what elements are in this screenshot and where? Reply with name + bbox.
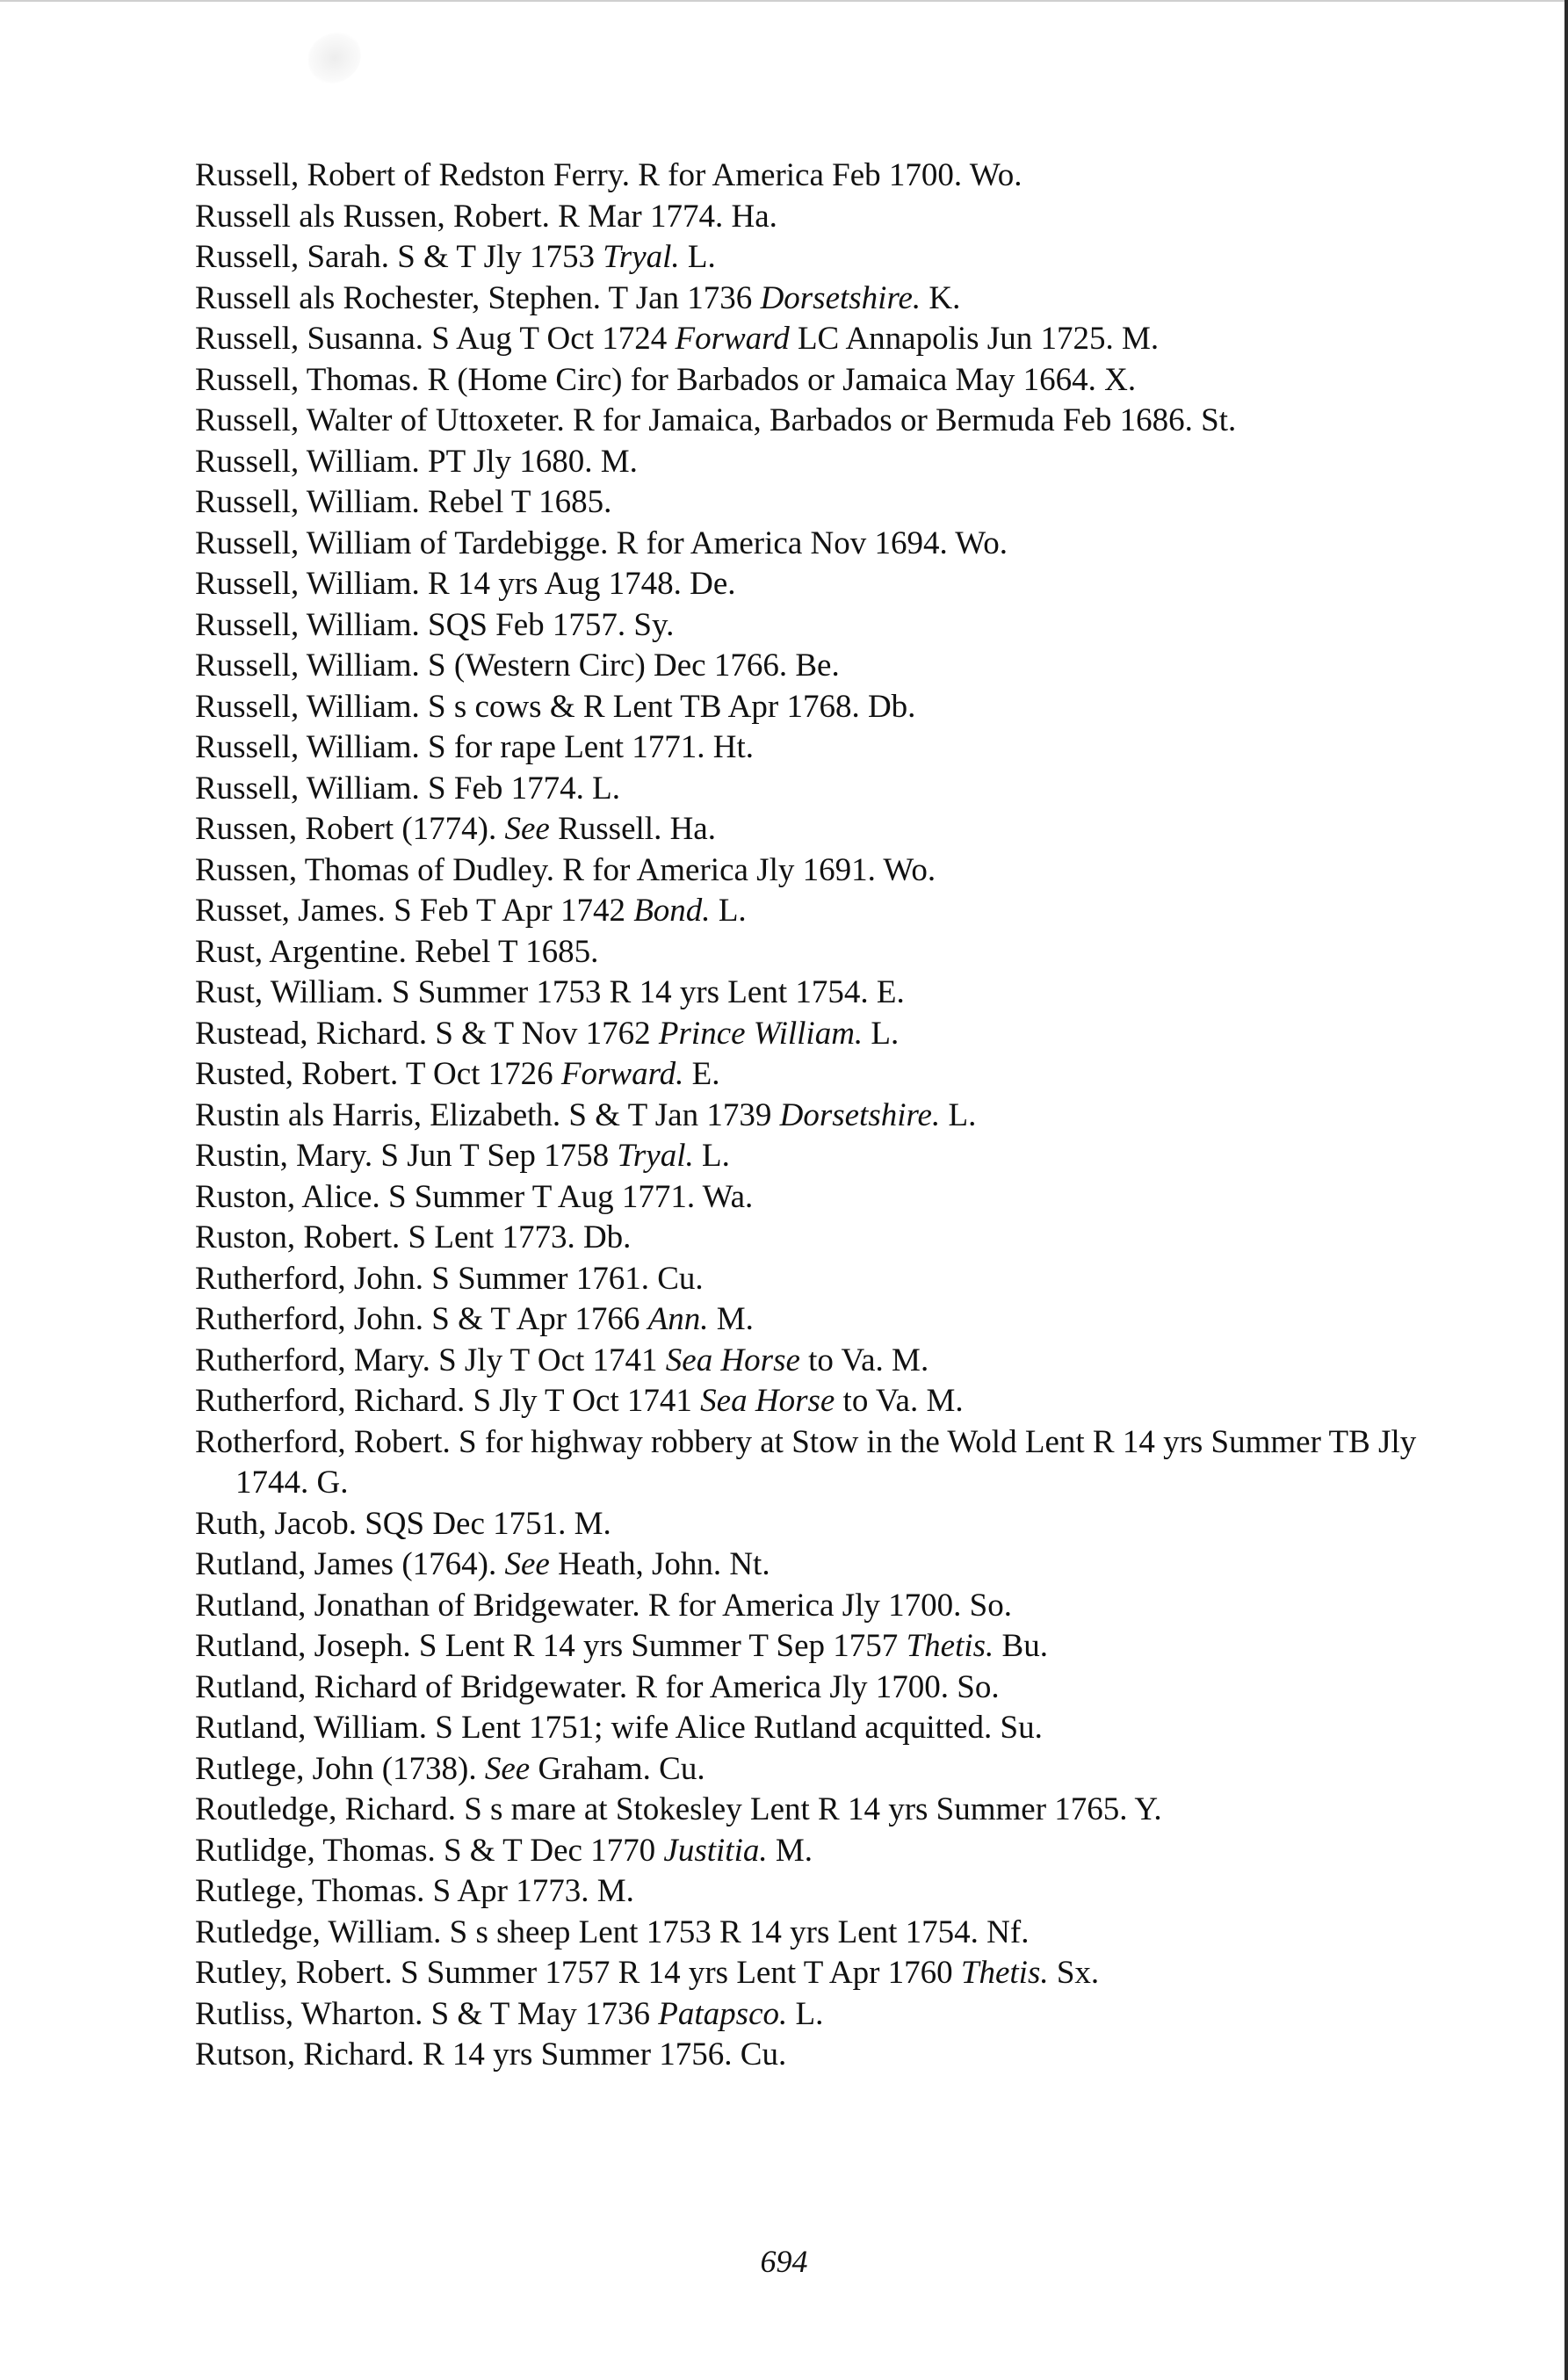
entry-text: L. — [787, 1995, 824, 2032]
italic-text: Tryal. — [617, 1138, 694, 1174]
list-item — [195, 932, 1460, 973]
list-item — [195, 1831, 1460, 1872]
page-number: 694 — [760, 2244, 808, 2279]
list-item — [195, 1299, 1460, 1341]
entry-text: Russell als Rochester, Stephen. T Jan 1736 — [195, 279, 761, 316]
entry-text: Rust, William. S Summer 1753 R 14 yrs Lent 1754. E. — [195, 974, 905, 1010]
entry-text: Russell, Susanna. S Aug T Oct 1724 — [195, 321, 676, 357]
italic-text: Forward. — [560, 1056, 684, 1092]
list-item — [195, 1014, 1460, 1055]
entry-text: L. — [710, 893, 747, 929]
entry-text: Rusted, Robert. T Oct 1726 — [195, 1056, 561, 1092]
list-item — [195, 1586, 1460, 1627]
entry-text: Russell, William. S for rape Lent 1771. Ht. — [195, 729, 754, 765]
entry-text: E. — [683, 1056, 720, 1092]
entry-text: Rustead, Richard. S & T Nov 1762 — [195, 1015, 659, 1052]
list-item — [195, 1341, 1460, 1382]
page-smudge-mark — [300, 25, 368, 90]
entry-text: Rutlege, Thomas. S Apr 1773. M. — [195, 1873, 634, 1909]
entry-text: K. — [921, 279, 961, 316]
list-item — [195, 850, 1460, 892]
entry-text: Bu. — [994, 1628, 1048, 1664]
italic-text: Justitia. — [663, 1832, 768, 1869]
list-item — [195, 973, 1460, 1014]
entry-text: Rutley, Robert. S Summer 1757 R 14 yrs Lent T Apr 1760 — [195, 1955, 961, 1991]
list-item — [195, 1136, 1460, 1177]
entry-text: L. — [693, 1138, 730, 1174]
list-item — [195, 524, 1460, 565]
entry-text: Russell, William. Rebel T 1685. — [195, 484, 612, 520]
list-item — [195, 1054, 1460, 1096]
list-item — [195, 360, 1460, 401]
list-item — [195, 1790, 1460, 1831]
entry-text: Sx. — [1048, 1955, 1100, 1991]
entry-text: Russell, William. R 14 yrs Aug 1748. De. — [195, 566, 736, 602]
entry-text: Routledge, Richard. S s mare at Stokesley Lent R 14 yrs Summer 1765. Y. — [195, 1791, 1162, 1827]
entry-text: Rutland, William. S Lent 1751; wife Alice Rutland acquitted. Su. — [195, 1710, 1043, 1746]
list-item — [195, 891, 1460, 932]
entry-text: LC Annapolis Jun 1725. M. — [789, 321, 1160, 357]
entry-text: M. — [767, 1832, 813, 1869]
list-item — [195, 1667, 1460, 1709]
entry-text: Rutland, James (1764). — [195, 1546, 505, 1582]
list-item — [195, 482, 1460, 524]
list-item — [195, 1504, 1460, 1545]
page-right-edge — [1564, 0, 1568, 2380]
italic-text: Thetis. — [960, 1955, 1049, 1991]
entry-text: Rutson, Richard. R 14 yrs Summer 1756. Cu. — [195, 2036, 787, 2073]
entry-text: Russet, James. S Feb T Apr 1742 — [195, 893, 634, 929]
list-item — [195, 1953, 1460, 1994]
list-item — [195, 279, 1460, 320]
list-item — [195, 197, 1460, 238]
entry-text: L. — [679, 239, 716, 275]
entry-text: Rustin, Mary. S Jun T Sep 1758 — [195, 1138, 618, 1174]
entry-text: Russell, Sarah. S & T Jly 1753 — [195, 239, 603, 275]
list-item — [195, 1422, 1460, 1504]
entry-text: Rotherford, Robert. S for highway robbery at Stow in the Wold Lent R 14 yrs Summer TB Jly 1744. G. — [195, 1423, 1417, 1501]
entry-text: Rutherford, John. S Summer 1761. Cu. — [195, 1260, 704, 1297]
italic-text: Patapsco. — [658, 1995, 788, 2032]
list-item — [195, 809, 1460, 850]
list-item — [195, 1177, 1460, 1219]
entry-text: Russell, Thomas. R (Home Circ) for Barbados or Jamaica May 1664. X. — [195, 361, 1137, 398]
entry-text: Russell, William. SQS Feb 1757. Sy. — [195, 606, 675, 643]
italic-text: Sea Horse — [665, 1342, 800, 1378]
entry-text: Rutliss, Wharton. S & T May 1736 — [195, 1995, 659, 2032]
italic-text: Thetis. — [906, 1628, 994, 1664]
list-item — [195, 1259, 1460, 1300]
entry-text: L. — [863, 1015, 900, 1052]
entry-text: Rutlidge, Thomas. S & T Dec 1770 — [195, 1832, 664, 1869]
italic-text: Forward — [675, 321, 790, 357]
entry-text: Ruston, Robert. S Lent 1773. Db. — [195, 1219, 632, 1255]
entry-text: L. — [940, 1096, 977, 1133]
entry-text: Graham. Cu. — [530, 1750, 705, 1787]
italic-text: Dorsetshire. — [760, 279, 921, 316]
list-item — [195, 564, 1460, 605]
entry-text: Rutledge, William. S s sheep Lent 1753 R 14 yrs Lent 1754. Nf. — [195, 1913, 1030, 1950]
list-item — [195, 646, 1460, 687]
entry-text: Russell, William of Tardebigge. R for America Nov 1694. Wo. — [195, 524, 1008, 561]
entry-text: Rutland, Jonathan of Bridgewater. R for America Jly 1700. So. — [195, 1587, 1012, 1624]
italic-text: See — [504, 1546, 550, 1582]
entry-text: Russell, William. S Feb 1774. L. — [195, 770, 620, 807]
list-item — [195, 1544, 1460, 1586]
entry-text: Russell, Robert of Redston Ferry. R for America Feb 1700. Wo. — [195, 157, 1022, 193]
list-item — [195, 1994, 1460, 2036]
entry-text: Rutherford, Richard. S Jly T Oct 1741 — [195, 1383, 701, 1419]
italic-text: Dorsetshire. — [779, 1096, 941, 1133]
entry-text: to Va. M. — [835, 1383, 964, 1419]
entry-text: Heath, John. Nt. — [549, 1546, 770, 1582]
italic-text: See — [484, 1750, 531, 1787]
list-item — [195, 1708, 1460, 1749]
list-item — [195, 1218, 1460, 1259]
entry-text: Russen, Thomas of Dudley. R for America Jly 1691. Wo. — [195, 851, 936, 888]
entry-text: Ruston, Alice. S Summer T Aug 1771. Wa. — [195, 1178, 754, 1215]
list-item — [195, 1913, 1460, 1954]
entry-text: Russell. Ha. — [549, 811, 716, 847]
entry-text: Russen, Robert (1774). — [195, 811, 505, 847]
list-item — [195, 319, 1460, 360]
entry-text: Russell, William. S (Western Circ) Dec 1766. Be. — [195, 647, 840, 684]
list-item — [195, 2035, 1460, 2076]
list-item — [195, 1871, 1460, 1913]
italic-text: Sea Horse — [700, 1383, 835, 1419]
entry-text: Russell, William. PT Jly 1680. M. — [195, 443, 638, 480]
list-item — [195, 1381, 1460, 1422]
italic-text: Tryal. — [603, 239, 680, 275]
entry-text: Rust, Argentine. Rebel T 1685. — [195, 933, 599, 970]
italic-text: Ann. — [647, 1301, 709, 1337]
italic-text: See — [504, 811, 550, 847]
entry-list — [195, 156, 1460, 2076]
entry-text: Russell als Russen, Robert. R Mar 1774. Ha. — [195, 198, 777, 235]
list-item — [195, 605, 1460, 647]
entry-text: Russell, William. S s cows & R Lent TB Apr 1768. Db. — [195, 688, 916, 725]
entry-text: Rustin als Harris, Elizabeth. S & T Jan 1739 — [195, 1096, 780, 1133]
list-item — [195, 1096, 1460, 1137]
entry-text: Russell, Walter of Uttoxeter. R for Jamaica, Barbados or Bermuda Feb 1686. St. — [195, 402, 1237, 438]
entry-text: to Va. M. — [799, 1342, 929, 1378]
entry-text: Rutlege, John (1738). — [195, 1750, 485, 1787]
italic-text: Prince William. — [658, 1015, 863, 1052]
entry-text: Rutherford, John. S & T Apr 1766 — [195, 1301, 648, 1337]
list-item — [195, 156, 1460, 197]
list-item — [195, 687, 1460, 728]
entry-text: Ruth, Jacob. SQS Dec 1751. M. — [195, 1505, 611, 1542]
list-item — [195, 1626, 1460, 1667]
list-item — [195, 401, 1460, 442]
list-item — [195, 1749, 1460, 1790]
entry-text: Rutland, Richard of Bridgewater. R for America Jly 1700. So. — [195, 1668, 1000, 1705]
entry-text: Rutherford, Mary. S Jly T Oct 1741 — [195, 1342, 666, 1378]
entry-text: Rutland, Joseph. S Lent R 14 yrs Summer T Sep 1757 — [195, 1628, 907, 1664]
list-item — [195, 727, 1460, 769]
list-item — [195, 237, 1460, 279]
entry-text: M. — [708, 1301, 754, 1337]
list-item — [195, 442, 1460, 483]
italic-text: Bond. — [633, 893, 711, 929]
page-top-edge — [0, 0, 1568, 2]
list-item — [195, 769, 1460, 810]
